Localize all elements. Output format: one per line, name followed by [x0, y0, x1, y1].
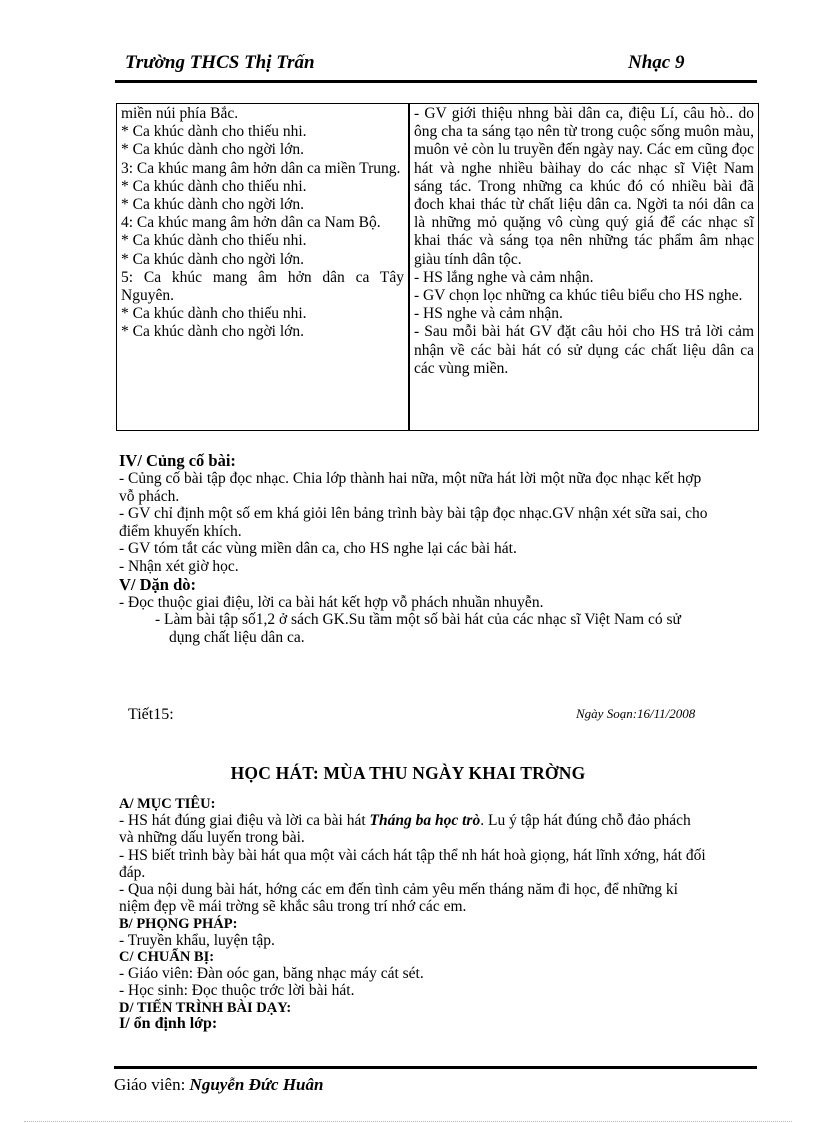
footer-teacher — [114, 1075, 323, 1095]
lesson-number: Tiết15: — [128, 706, 174, 723]
left-line: * Ca khúc dành cho thiếu nhi. — [121, 123, 307, 141]
footer-label: Giáo viên: — [114, 1075, 190, 1094]
cungco-item: - GV tóm tắt các vùng miền dân ca, cho HS nghe lại các bài hát. — [119, 540, 517, 558]
phuongphap-heading: B/ PHỌNG PHÁP: — [119, 915, 238, 932]
left-line: * Ca khúc dành cho thiếu nhi. — [121, 177, 307, 195]
muctieu-item: - HS biết trình bày bài hát qua một vài cách hát tập thể nh hát hoà giọng, hát lĩnh xớng, hát đối đáp. — [119, 846, 706, 881]
left-line: 3: Ca khúc mang âm hởn dân ca miền Trung. — [121, 159, 401, 177]
tientrinh-heading: D/ TIẾN TRÌNH BÀI DẠY: — [119, 999, 292, 1016]
cungco-heading: IV/ Củng cố bài: — [119, 451, 236, 470]
chuanbi-hs: - Học sinh: Đọc thuộc trớc lời bài hát. — [119, 982, 355, 1000]
footer-rule — [114, 1066, 757, 1069]
left-line: 4: Ca khúc mang âm hởn dân ca Nam Bộ. — [121, 214, 381, 232]
left-line: * Ca khúc dành cho ngời lớn. — [121, 250, 304, 268]
phuongphap-text: - Truyền khẩu, luyện tập. — [119, 931, 275, 949]
lesson-date: Ngày Soạn:16/11/2008 — [576, 706, 696, 721]
table-left-column — [117, 104, 409, 430]
cungco-item: - Củng cố bài tập đọc nhạc. Chia lớp thành hai nữa, một nữa hát lời một nữa đọc nhạc kết hợp vỗ phách. — [119, 470, 702, 505]
chuanbi-heading: C/ CHUẨN BỊ: — [119, 949, 215, 966]
tientrinh-sub: I/ ổn định lớp: — [119, 1014, 218, 1032]
left-line: 5: Ca khúc mang âm hởn dân ca Tây Nguyên. — [121, 268, 404, 305]
header-school: Trường THCS Thị Trấn — [125, 52, 315, 73]
lesson-title: HỌC HÁT: MÙA THU NGÀY KHAI TRỜNG — [230, 763, 586, 783]
right-paragraph: - HS nghe và cảm nhận. — [414, 305, 563, 323]
cungco-item: - Nhận xét giờ học. — [119, 557, 239, 575]
muctieu-heading: A/ MỤC TIÊU: — [119, 796, 216, 812]
left-line: * Ca khúc dành cho ngời lớn. — [121, 196, 304, 214]
left-line: miền núi phía Bắc. — [121, 105, 239, 122]
activity-table — [116, 103, 759, 431]
left-line: * Ca khúc dành cho thiếu nhi. — [121, 232, 307, 250]
dando-item: - Đọc thuộc giai điệu, lời ca bài hát kết hợp vỗ phách nhuần nhuyễn. — [119, 593, 544, 611]
chuanbi-gv: - Giáo viên: Đàn oóc gan, băng nhạc máy cát sét. — [119, 965, 424, 983]
header-rule — [115, 80, 757, 83]
left-line: * Ca khúc dành cho ngời lớn. — [121, 323, 304, 341]
right-paragraph: - HS lắng nghe và cảm nhận. — [414, 268, 594, 286]
right-paragraph: - GV giới thiệu nhng bài dân ca, điệu Lí, câu hò.. do ông cha ta sáng tạo nên từ trong cuộc sống muôn màu, muôn vẻ còn lu truyền đến ngày nay. Các em cũng đọc hát và nghe nhiều bàihay do các nhạc sĩ Việt Nam sáng tác. Trong những ca khúc đó có nhiều bài đã đoch khai thác từ chất liệu dân ca. Ngời ta nói dân ca là những mỏ quặng vô cùng quý giá để các nhạc sĩ khai thác và sáng tọa nên những tác phẩm âm nhạc giàu tính dân tộc. — [414, 105, 754, 268]
header-subject: Nhạc 9 — [628, 52, 685, 73]
song-title: Tháng ba học trò — [369, 812, 481, 829]
right-paragraph: - GV chọn lọc những ca khúc tiêu biểu cho HS nghe. — [414, 287, 743, 305]
lesson-body — [119, 796, 709, 1032]
cungco-item: - GV chỉ định một số em khá giỏi lên bảng trình bày bài tập đọc nhạc.GV nhận xét sữa sai, cho điểm khuyến khích. — [119, 505, 708, 540]
page-edge — [24, 1121, 792, 1122]
muctieu-pre: - HS hát đúng giai điệu và lời ca bài hát — [119, 812, 370, 829]
dando-item: - Làm bài tập số1,2 ở sách GK.Su tầm một số bài hát của các nhạc sĩ Việt Nam có sử dụng chất liệu dân ca. — [155, 611, 681, 646]
cungco-section — [119, 452, 709, 646]
table-right-column — [409, 104, 758, 430]
left-line: * Ca khúc dành cho thiếu nhi. — [121, 305, 307, 323]
muctieu-post: . Lu ý tập hát đúng chỗ đảo phách và những dấu luyến trong bài. — [119, 812, 691, 847]
dando-heading: V/ Dặn dò: — [119, 574, 197, 594]
right-paragraph: - Sau mỗi bài hát GV đặt câu hỏi cho HS trả lời cảm nhận về các bài hát có sử dụng các chất liệu dân ca các vùng miền. — [414, 323, 754, 377]
left-line: * Ca khúc dành cho ngời lớn. — [121, 141, 304, 159]
teacher-name: Nguyễn Đức Huân — [189, 1075, 324, 1094]
muctieu-item — [119, 812, 709, 847]
muctieu-item: - Qua nội dung bài hát, hớng các em đến tình cảm yêu mến tháng năm đi học, để những kỉ niệm đẹp về mái trờng sẽ khắc sâu trong trí nhớ các em. — [119, 881, 678, 916]
